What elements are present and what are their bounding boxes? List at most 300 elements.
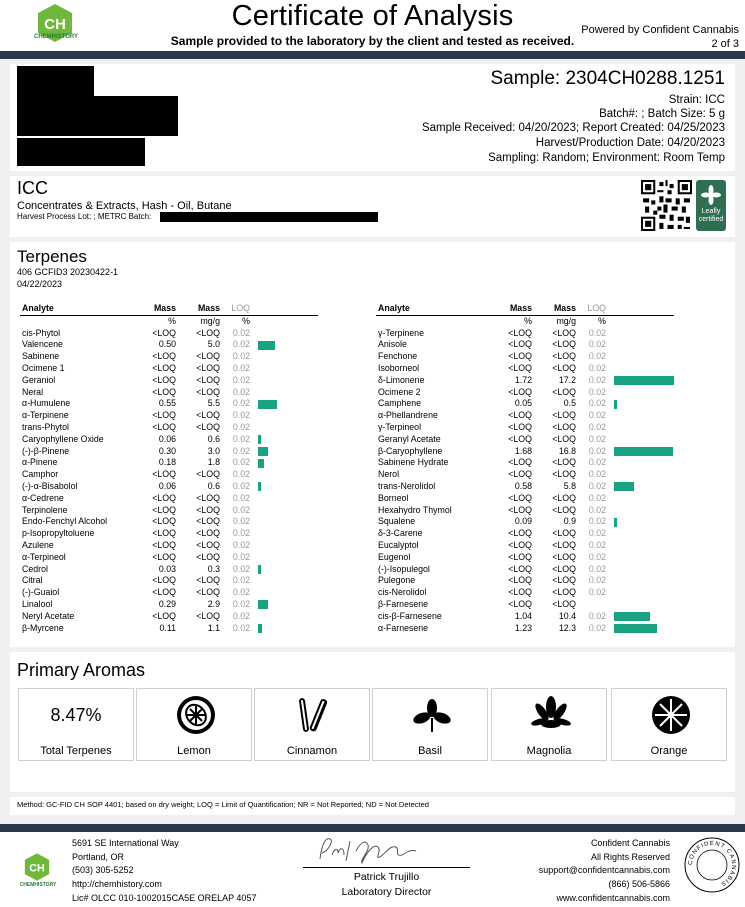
terpene-bar xyxy=(614,518,617,527)
col-loq: LOQ xyxy=(220,303,250,315)
terpenes-table-left xyxy=(20,303,318,634)
loq-value: 0.02 xyxy=(232,469,250,480)
analyte-name: trans-Nerolidol xyxy=(378,480,436,491)
mass-mg: 17.2 xyxy=(558,374,576,385)
loq-value: 0.02 xyxy=(588,386,606,397)
loq-value: 0.02 xyxy=(588,374,606,385)
analyte-name: γ-Terpinene xyxy=(378,327,424,338)
loq-value: 0.02 xyxy=(588,469,606,480)
unit-loq: % xyxy=(242,315,250,326)
col-analyte: Analyte xyxy=(20,303,138,315)
loq-value: 0.02 xyxy=(232,374,250,385)
unit-mass: % xyxy=(524,315,532,326)
loq-value: 0.02 xyxy=(232,421,250,432)
mass-mg: <LOQ xyxy=(196,587,220,598)
table-row xyxy=(376,375,674,387)
mass-mg: 10.4 xyxy=(558,610,576,621)
mass-mg: <LOQ xyxy=(196,374,220,385)
table-row xyxy=(376,351,674,363)
lab-address-street: 5691 SE International Way xyxy=(72,838,179,848)
table-row xyxy=(376,564,674,576)
mass-mg: <LOQ xyxy=(552,433,576,444)
cinnamon-icon xyxy=(293,694,335,736)
lab-license: Lic# OLCC 010-1002015CA5E ORELAP 4057 xyxy=(72,893,257,903)
bar-cell xyxy=(606,540,674,552)
analyte-name: Cedrol xyxy=(22,563,48,574)
table-row xyxy=(20,540,318,552)
analyte-name: Terpinolene xyxy=(22,504,68,515)
product-name: ICC xyxy=(17,178,48,198)
qr-code-icon[interactable] xyxy=(641,180,692,231)
analyte-name: Eugenol xyxy=(378,551,411,562)
mass-mg: 12.3 xyxy=(558,622,576,633)
bar-cell xyxy=(250,540,318,552)
mass-percent: <LOQ xyxy=(508,362,532,373)
analyte-name: Neral xyxy=(22,386,44,397)
analyte-name: p-Isopropyltoluene xyxy=(22,528,95,539)
loq-value: 0.02 xyxy=(588,327,606,338)
bar-cell xyxy=(250,528,318,540)
table-row xyxy=(376,516,674,528)
terpene-bar xyxy=(614,624,657,633)
mass-mg: 16.8 xyxy=(558,445,576,456)
unit-bar xyxy=(606,315,674,327)
product-category: Concentrates & Extracts, Hash - Oil, Butane xyxy=(17,200,232,212)
bar-cell xyxy=(606,623,674,635)
director-name: Patrick Trujillo xyxy=(353,871,420,883)
analyte-name: Ocimene 2 xyxy=(378,386,421,397)
mass-mg: <LOQ xyxy=(552,492,576,503)
bar-cell xyxy=(606,564,674,576)
mass-percent: 0.18 xyxy=(158,457,176,468)
footer-divider xyxy=(0,824,745,832)
loq-value: 0.02 xyxy=(588,421,606,432)
analyte-name: Ocimene 1 xyxy=(22,362,65,373)
chemhistory-footer-logo xyxy=(22,852,52,882)
table-row xyxy=(376,457,674,469)
analyte-name: β-Caryophyllene xyxy=(378,445,443,456)
loq-value: 0.02 xyxy=(588,492,606,503)
analyte-name: Pulegone xyxy=(378,575,416,586)
analyte-name: Azulene xyxy=(22,539,54,550)
table-row xyxy=(20,623,318,635)
table-row xyxy=(20,339,318,351)
table-row xyxy=(20,587,318,599)
cc-name: Confident Cannabis xyxy=(590,838,670,848)
mass-mg: 0.3 xyxy=(207,563,220,574)
analyte-name: Linalool xyxy=(22,598,53,609)
product-lot: Harvest Process Lot: ; METRC Batch: xyxy=(17,212,152,221)
mass-percent: <LOQ xyxy=(152,610,176,621)
mass-percent: 0.55 xyxy=(158,398,176,409)
bar-cell xyxy=(606,469,674,481)
analyte-name: Anisole xyxy=(378,339,407,350)
bar-cell xyxy=(606,505,674,517)
mass-mg: 0.5 xyxy=(563,398,576,409)
aroma-card-lemon xyxy=(136,688,252,761)
bar-cell xyxy=(606,481,674,493)
table-row xyxy=(376,575,674,587)
mass-mg: <LOQ xyxy=(552,504,576,515)
table-row xyxy=(376,623,674,635)
bar-cell xyxy=(250,351,318,363)
mass-percent: <LOQ xyxy=(152,362,176,373)
table-row xyxy=(376,398,674,410)
mass-mg: <LOQ xyxy=(552,351,576,362)
analyte-name: (-)-β-Pinene xyxy=(22,445,70,456)
analyte-name: Geranyl Acetate xyxy=(378,433,441,444)
mass-percent: <LOQ xyxy=(152,587,176,598)
mass-mg: <LOQ xyxy=(196,516,220,527)
method-note: Method: GC-FID CH SOP 4401; based on dry weight; LOQ = Limit of Quantification; NR = Not Reported; ND = Not Detected xyxy=(17,800,429,809)
mass-mg: <LOQ xyxy=(552,528,576,539)
mass-mg: <LOQ xyxy=(196,492,220,503)
mass-mg: <LOQ xyxy=(196,504,220,515)
analyte-name: trans-Phytol xyxy=(22,421,69,432)
analyte-name: Valencene xyxy=(22,339,63,350)
terpene-bar xyxy=(614,376,674,385)
table-row xyxy=(20,387,318,399)
mass-mg: <LOQ xyxy=(196,421,220,432)
unit-loq: % xyxy=(598,315,606,326)
loq-value: 0.02 xyxy=(232,398,250,409)
analyte-name: Camphor xyxy=(22,469,59,480)
aroma-card-basil xyxy=(372,688,488,761)
sample-harvest: Harvest/Production Date: 04/20/2023 xyxy=(535,137,725,149)
mass-mg: 5.5 xyxy=(207,398,220,409)
bar-cell xyxy=(606,375,674,387)
mass-percent: <LOQ xyxy=(152,516,176,527)
aroma-card-orange xyxy=(611,688,727,761)
mass-mg: <LOQ xyxy=(552,362,576,373)
mass-percent: <LOQ xyxy=(508,386,532,397)
loq-value: 0.02 xyxy=(232,610,250,621)
analyte-name: Geraniol xyxy=(22,374,56,385)
lab-address-city: Portland, OR xyxy=(72,852,125,862)
table-row xyxy=(20,505,318,517)
mass-mg: <LOQ xyxy=(196,386,220,397)
terpene-bar xyxy=(258,600,268,609)
total-terpenes-label: Total Terpenes xyxy=(40,745,112,757)
analyte-name: Neryl Acetate xyxy=(22,610,75,621)
analyte-name: δ-3-Carene xyxy=(378,528,423,539)
analyte-name: α-Humulene xyxy=(22,398,71,409)
mass-percent: 1.23 xyxy=(514,622,532,633)
loq-value: 0.02 xyxy=(588,622,606,633)
terpene-bar xyxy=(614,447,673,456)
mass-percent: <LOQ xyxy=(152,410,176,421)
bar-cell xyxy=(606,587,674,599)
bar-cell xyxy=(250,375,318,387)
mass-mg: 2.9 xyxy=(207,598,220,609)
terpene-bar xyxy=(258,400,277,409)
terpene-bar xyxy=(258,624,262,633)
orange-icon xyxy=(650,694,692,736)
mass-percent: 1.68 xyxy=(514,445,532,456)
mass-mg: <LOQ xyxy=(552,563,576,574)
table-row xyxy=(376,434,674,446)
loq-value: 0.02 xyxy=(232,433,250,444)
mass-percent: <LOQ xyxy=(508,351,532,362)
bar-cell xyxy=(250,575,318,587)
table-row xyxy=(20,375,318,387)
table-row xyxy=(376,587,674,599)
svg-text:CH: CH xyxy=(29,862,45,875)
aroma-label: Magnolia xyxy=(526,745,572,757)
analyte-name: Isoborneol xyxy=(378,362,420,373)
mass-mg: <LOQ xyxy=(196,551,220,562)
lab-website[interactable]: http://chemhistory.com xyxy=(72,879,162,889)
mass-mg: 5.0 xyxy=(207,339,220,350)
loq-value: 0.02 xyxy=(232,563,250,574)
mass-percent: <LOQ xyxy=(508,492,532,503)
analyte-name: γ-Terpineol xyxy=(378,421,422,432)
mass-mg: <LOQ xyxy=(552,539,576,550)
cc-email[interactable]: support@confidentcannabis.com xyxy=(538,865,670,875)
table-row xyxy=(376,540,674,552)
analyte-name: Sabinene xyxy=(22,351,60,362)
mass-percent: 1.04 xyxy=(514,610,532,621)
mass-percent: 0.30 xyxy=(158,445,176,456)
bar-cell xyxy=(606,328,674,340)
bar-cell xyxy=(250,457,318,469)
mass-mg: <LOQ xyxy=(196,610,220,621)
mass-percent: <LOQ xyxy=(152,528,176,539)
loq-value: 0.02 xyxy=(588,433,606,444)
mass-percent: <LOQ xyxy=(508,327,532,338)
terpene-bar xyxy=(258,447,268,456)
bar-cell xyxy=(250,599,318,611)
bar-cell xyxy=(606,387,674,399)
leafly-label: Leafly certified xyxy=(698,208,724,223)
redacted-batch xyxy=(160,212,378,222)
mass-mg: 1.1 xyxy=(207,622,220,633)
table-row xyxy=(20,328,318,340)
table-row xyxy=(376,410,674,422)
director-title: Laboratory Director xyxy=(341,886,432,898)
bar-cell xyxy=(250,564,318,576)
mass-mg: 3.0 xyxy=(207,445,220,456)
bar-cell xyxy=(250,611,318,623)
mass-percent: <LOQ xyxy=(508,421,532,432)
bar-cell xyxy=(250,398,318,410)
director-signature xyxy=(316,833,424,867)
table-row xyxy=(20,575,318,587)
sample-batch: Batch#: ; Batch Size: 5 g xyxy=(599,108,725,120)
loq-value: 0.02 xyxy=(588,563,606,574)
analyte-name: α-Phellandrene xyxy=(378,410,438,421)
logo-text: CHEMHISTORY xyxy=(33,34,78,40)
table-row xyxy=(376,611,674,623)
mass-percent: 0.09 xyxy=(514,516,532,527)
analyte-name: Nerol xyxy=(378,469,400,480)
table-row xyxy=(20,564,318,576)
loq-value: 0.02 xyxy=(588,504,606,515)
mass-mg: <LOQ xyxy=(196,362,220,373)
mass-percent: <LOQ xyxy=(508,587,532,598)
footer-logo-text: CHEMHISTORY xyxy=(19,882,57,888)
mass-mg: <LOQ xyxy=(552,327,576,338)
lab-phone: (503) 305-5252 xyxy=(72,865,134,875)
mass-percent: <LOQ xyxy=(152,351,176,362)
mass-percent: <LOQ xyxy=(508,598,532,609)
mass-percent: 0.03 xyxy=(158,563,176,574)
unit-bar xyxy=(250,315,318,327)
svg-text:CONFIDENT CANNABIS: CONFIDENT CANNABIS xyxy=(687,840,737,887)
mass-mg: <LOQ xyxy=(196,410,220,421)
bar-cell xyxy=(606,493,674,505)
mass-mg: <LOQ xyxy=(196,528,220,539)
bar-cell xyxy=(250,434,318,446)
table-row xyxy=(376,505,674,517)
table-row xyxy=(376,422,674,434)
analyte-name: Squalene xyxy=(378,516,416,527)
loq-value: 0.02 xyxy=(232,362,250,373)
col-analyte: Analyte xyxy=(376,303,494,315)
terpenes-table-right xyxy=(376,303,674,634)
table-row xyxy=(20,599,318,611)
mass-mg: <LOQ xyxy=(552,551,576,562)
loq-value: 0.02 xyxy=(588,445,606,456)
aroma-card-cinnamon xyxy=(254,688,370,761)
bar-cell xyxy=(606,446,674,458)
table-row xyxy=(20,469,318,481)
loq-value: 0.02 xyxy=(232,551,250,562)
table-row xyxy=(376,328,674,340)
col-mass-pct: Mass xyxy=(138,303,176,315)
col-bar xyxy=(250,303,318,315)
bar-cell xyxy=(606,552,674,564)
table-row xyxy=(376,339,674,351)
analyte-name: β-Farnesene xyxy=(378,598,429,609)
sample-received: Sample Received: 04/20/2023; Report Created: 04/25/2023 xyxy=(421,122,725,134)
loq-value: 0.02 xyxy=(588,575,606,586)
mass-percent: <LOQ xyxy=(508,551,532,562)
mass-mg: 0.9 xyxy=(563,516,576,527)
mass-percent: <LOQ xyxy=(508,469,532,480)
mass-mg: <LOQ xyxy=(196,469,220,480)
analyte-name: cis-β-Farnesene xyxy=(378,610,442,621)
bar-cell xyxy=(250,422,318,434)
bar-cell xyxy=(606,528,674,540)
sample-sampling: Sampling: Random; Environment: Room Temp xyxy=(488,152,725,164)
analyte-name: α-Terpinene xyxy=(22,410,69,421)
loq-value: 0.02 xyxy=(588,457,606,468)
mass-mg: <LOQ xyxy=(552,386,576,397)
mass-percent: 1.72 xyxy=(514,374,532,385)
table-row xyxy=(20,611,318,623)
loq-value: 0.02 xyxy=(588,362,606,373)
aroma-label: Basil xyxy=(418,745,442,757)
loq-value: 0.02 xyxy=(588,516,606,527)
bar-cell xyxy=(606,351,674,363)
leaf-icon xyxy=(700,184,722,206)
mass-mg: <LOQ xyxy=(552,421,576,432)
mass-percent: <LOQ xyxy=(508,410,532,421)
table-row xyxy=(376,446,674,458)
aromas-title: Primary Aromas xyxy=(17,660,146,680)
loq-value xyxy=(576,599,606,611)
mass-percent: 0.06 xyxy=(158,433,176,444)
bar-cell xyxy=(250,469,318,481)
mass-percent: <LOQ xyxy=(152,421,176,432)
terpene-bar xyxy=(258,459,264,468)
mass-mg: <LOQ xyxy=(552,469,576,480)
basil-icon xyxy=(411,694,453,736)
loq-value: 0.02 xyxy=(588,480,606,491)
terpene-bar xyxy=(258,482,261,491)
mass-percent: <LOQ xyxy=(508,575,532,586)
terpenes-title: Terpenes xyxy=(17,247,87,266)
mass-mg: <LOQ xyxy=(196,327,220,338)
table-row xyxy=(20,516,318,528)
mass-percent: <LOQ xyxy=(152,551,176,562)
bar-cell xyxy=(250,410,318,422)
col-mass-mg: Mass xyxy=(532,303,576,315)
table-row xyxy=(20,552,318,564)
analyte-name: Fenchone xyxy=(378,351,418,362)
bar-cell xyxy=(606,575,674,587)
table-row xyxy=(20,422,318,434)
sample-strain: Strain: ICC xyxy=(668,94,725,106)
aroma-label: Orange xyxy=(650,745,688,757)
bar-cell xyxy=(250,587,318,599)
loq-value: 0.02 xyxy=(232,622,250,633)
terpene-bar xyxy=(258,565,261,574)
mass-percent: <LOQ xyxy=(508,504,532,515)
total-terpenes-card xyxy=(18,688,134,761)
mass-mg: 5.8 xyxy=(563,480,576,491)
bar-cell xyxy=(606,398,674,410)
loq-value: 0.02 xyxy=(232,492,250,503)
analyte-name: cis-Phytol xyxy=(22,327,61,338)
loq-value: 0.02 xyxy=(588,528,606,539)
analyte-name: α-Farnesene xyxy=(378,622,429,633)
mass-mg: <LOQ xyxy=(552,587,576,598)
table-row xyxy=(20,434,318,446)
mass-percent: 0.06 xyxy=(158,480,176,491)
table-row xyxy=(20,528,318,540)
analyte-name: Sabinene Hydrate xyxy=(378,457,449,468)
loq-value: 0.02 xyxy=(232,539,250,550)
col-loq: LOQ xyxy=(576,303,606,315)
mass-percent: 0.11 xyxy=(159,622,176,633)
analyte-name: β-Myrcene xyxy=(22,622,64,633)
bar-cell xyxy=(250,387,318,399)
unit-mg: mg/g xyxy=(556,315,576,326)
bar-cell xyxy=(606,516,674,528)
page-subtitle: Sample provided to the laboratory by the client and tested as received. xyxy=(170,34,575,48)
loq-value: 0.02 xyxy=(232,516,250,527)
redacted-block xyxy=(17,66,94,96)
table-row xyxy=(20,457,318,469)
header-divider xyxy=(0,51,745,59)
table-row xyxy=(376,481,674,493)
mass-percent: 0.29 xyxy=(158,598,176,609)
bar-cell xyxy=(250,493,318,505)
terpenes-date: 04/22/2023 xyxy=(17,279,63,289)
cc-website[interactable]: www.confidentcannabis.com xyxy=(556,893,670,903)
unit-mg: mg/g xyxy=(200,315,220,326)
analyte-name: (-)-α-Bisabolol xyxy=(22,480,78,491)
loq-value: 0.02 xyxy=(232,339,250,350)
bar-cell xyxy=(250,446,318,458)
mass-percent: <LOQ xyxy=(152,539,176,550)
loq-value: 0.02 xyxy=(232,598,250,609)
mass-mg: <LOQ xyxy=(552,457,576,468)
total-terpenes-value: 8.47% xyxy=(50,705,102,725)
loq-value: 0.02 xyxy=(232,575,250,586)
